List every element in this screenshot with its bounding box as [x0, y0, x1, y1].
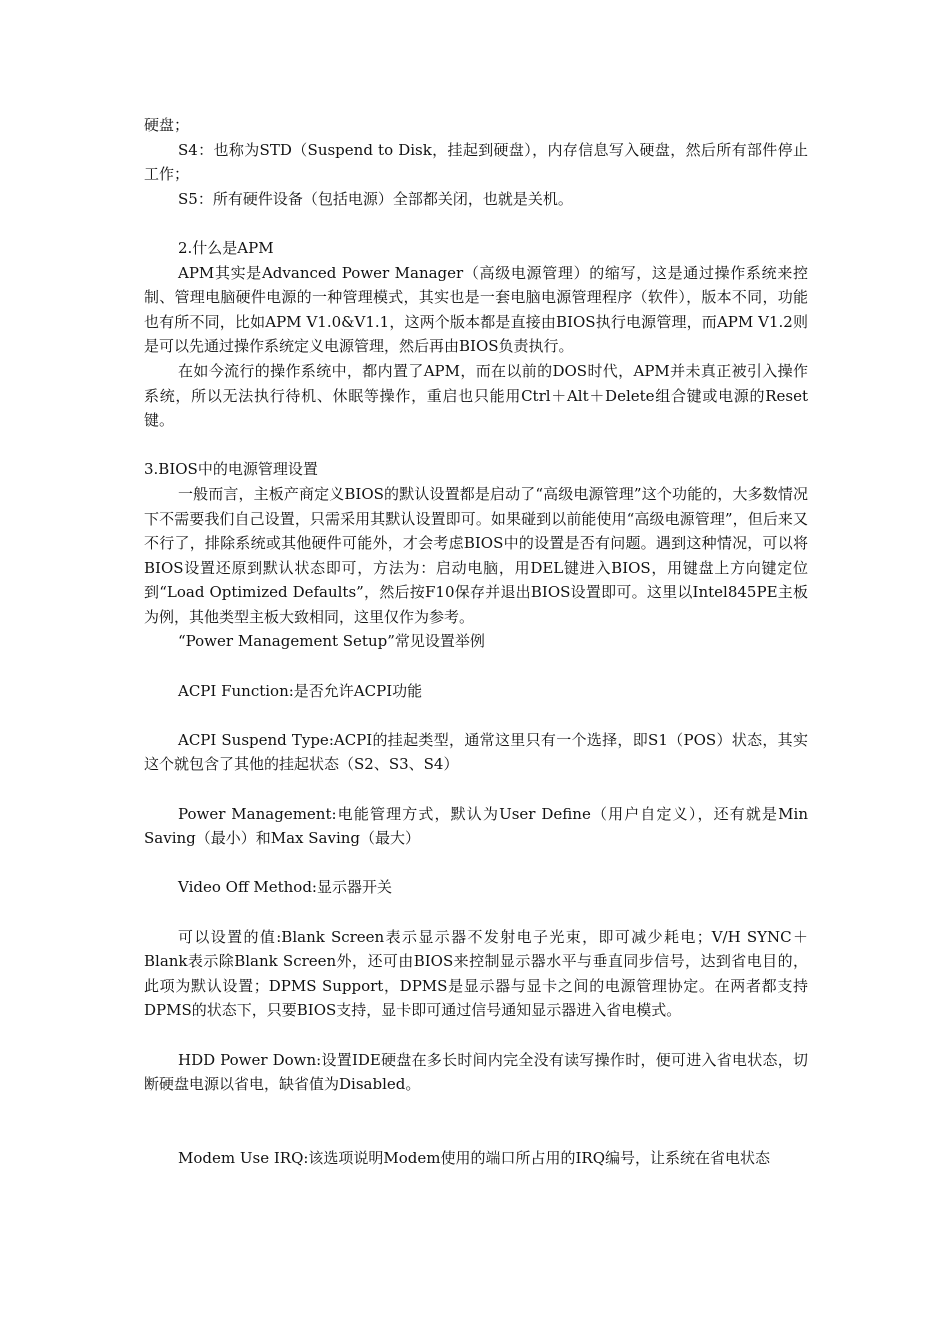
spacer	[144, 211, 808, 236]
section-heading: 3.BIOS中的电源管理设置	[144, 460, 318, 479]
paragraph: S4：也称为STD（Suspend to Disk，挂起到硬盘），内存信息写入硬盘，然后所有部件停止工作；	[144, 140, 808, 184]
spacer	[144, 433, 808, 458]
spacer	[144, 703, 808, 728]
paragraph: ACPI Suspend Type:ACPI的挂起类型，通常这里只有一个选择，即S1（POS）状态，其实这个就包含了其他的挂起状态（S2、S3、S4）	[144, 730, 808, 774]
spacer	[144, 777, 808, 802]
spacer	[144, 1023, 808, 1048]
spacer	[144, 900, 808, 925]
paragraph: Video Off Method:显示器开关	[178, 878, 392, 897]
spacer	[144, 1097, 808, 1146]
paragraph: S5：所有硬件设备（包括电源）全部都关闭，也就是关机。	[178, 189, 573, 208]
spacer	[144, 654, 808, 679]
paragraph: APM其实是Advanced Power Manager（高级电源管理）的缩写，这是通过操作系统来控制、管理电脑硬件电源的一种管理模式，其实也是一套电脑电源管理程序（软件），版本不同，功能也有所不同，比如APM V1.0&V1.1，这两个版本都是直接由BIOS执行电源管理，而APM V1.2则是可以先通过操作系统定义电源管理，然后再由BIOS负责执行。	[144, 263, 808, 356]
paragraph: 在如今流行的操作系统中，都内置了APM，而在以前的DOS时代，APM并未真正被引入操作系统，所以无法执行待机、休眠等操作，重启也只能用Ctrl＋Alt＋Delete组合键或电源的Reset键。	[144, 361, 808, 430]
paragraph: Power Management:电能管理方式，默认为User Define（用户自定义），还有就是Min Saving（最小）和Max Saving（最大）	[144, 804, 808, 848]
paragraph: HDD Power Down:设置IDE硬盘在多长时间内完全没有读写操作时，便可进入省电状态，切断硬盘电源以省电，缺省值为Disabled。	[144, 1050, 808, 1094]
paragraph: 可以设置的值:Blank Screen表示显示器不发射电子光束，即可减少耗电；V/H SYNC＋Blank表示除Blank Screen外，还可由BIOS来控制显示器水平与垂直同步信号，达到省电目的，此项为默认设置；DPMS Support，DPMS是显示器与显卡之间的电源管理协定。在两者都支持DPMS的状态下，只要BIOS支持，显卡即可通过信号通知显示器进入省电模式。	[144, 927, 808, 1020]
paragraph: ACPI Function:是否允许ACPI功能	[178, 681, 423, 700]
paragraph: Modem Use IRQ:该选项说明Modem使用的端口所占用的IRQ编号，让系统在省电状态	[178, 1148, 771, 1167]
paragraph: 一般而言，主板产商定义BIOS的默认设置都是启动了“高级电源管理”这个功能的，大多数情况下不需要我们自己设置，只需采用其默认设置即可。如果碰到以前能使用“高级电源管理”，但后来又不行了，排除系统或其他硬件可能外，才会考虑BIOS中的设置是否有问题。遇到这种情况，可以将BIOS设置还原到默认状态即可，方法为：启动电脑，用DEL键进入BIOS，用键盘上方向键定位到“Load Optimized Defaults”，然后按F10保存并退出BIOS设置即可。这里以Intel845PE主板为例，其他类型主板大致相同，这里仅作为参考。	[144, 484, 808, 626]
paragraph: “Power Management Setup”常见设置举例	[178, 632, 485, 651]
section-heading: 2.什么是APM	[178, 238, 274, 257]
paragraph: 硬盘；	[144, 116, 190, 134]
spacer	[144, 851, 808, 876]
document-body	[144, 113, 808, 1171]
